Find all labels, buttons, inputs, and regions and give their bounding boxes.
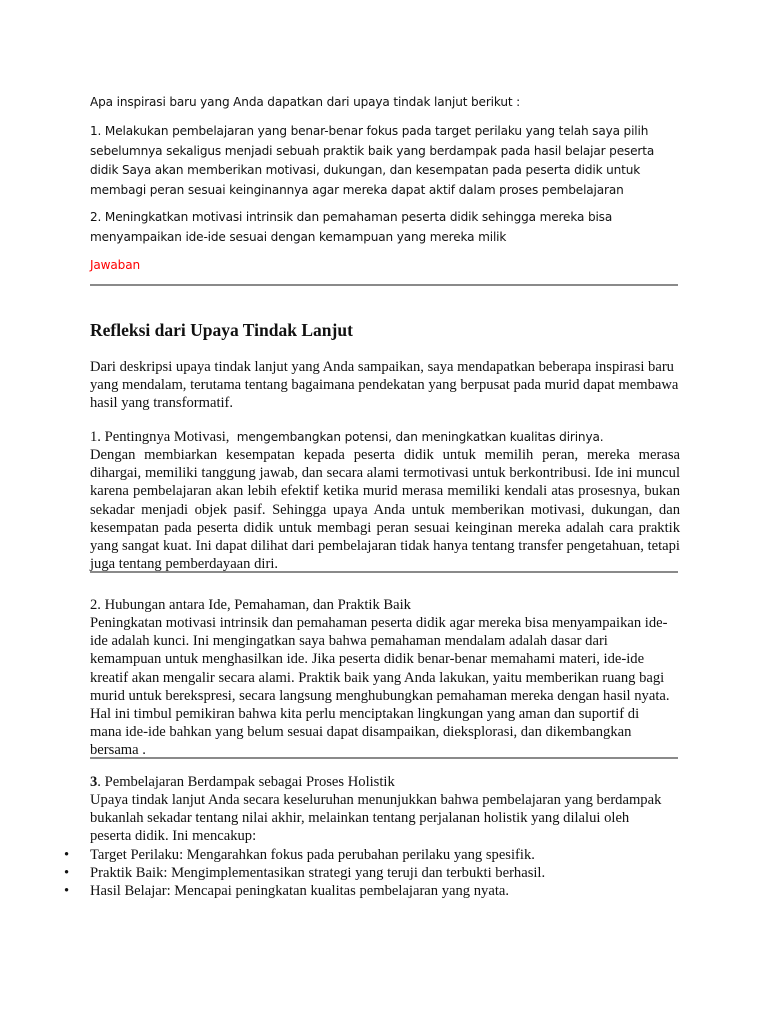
section-1-heading — [90, 428, 680, 446]
list-item: • Praktik Baik: Mengimplementasikan strategi yang teruji dan terbukti berhasil. — [64, 865, 546, 882]
section-1-heading-main: 1. Pentingnya Motivasi, — [90, 429, 230, 445]
question-item-2: 2. Meningkatkan motivasi intrinsik dan pemahaman peserta didik sehingga mereka bisa menyampaikan ide-ide sesuai dengan kemampuan yang mereka milik — [90, 210, 613, 244]
section-2-heading: 2. Hubungan antara Ide, Pemahaman, dan Praktik Baik — [90, 597, 411, 613]
bullet-icon: • — [64, 883, 70, 900]
divider — [90, 284, 678, 286]
list-item: • Target Perilaku: Mengarahkan fokus pada perubahan perilaku yang spesifik. — [64, 847, 535, 863]
answer-title: Refleksi dari Upaya Tindak Lanjut — [90, 320, 353, 340]
section-3-bullets — [64, 846, 680, 901]
question-prompt: Apa inspirasi baru yang Anda dapatkan dari upaya tindak lanjut berikut : — [90, 95, 521, 109]
section-3-number: 3 — [90, 774, 98, 790]
divider — [90, 571, 678, 573]
section-3-heading — [90, 773, 680, 791]
bullet-icon: • — [64, 847, 70, 863]
section-3-body: Upaya tindak lanjut Anda secara keseluruhan menunjukkan bahwa pembelajaran yang berdampak bukanlah sekadar tentang nilai akhir, melainkan tentang perjalanan holistik yang dilalui oleh peserta didik. Ini mencakup: — [90, 792, 662, 845]
question-item-1: 1. Melakukan pembelajaran yang benar-benar fokus pada target perilaku yang telah saya pilih sebelumnya sekaligus menjadi sebuah praktik baik yang berdampak pada hasil belajar peserta didik Saya akan memberikan motivasi, dukungan, dan kesempatan pada peserta didik untuk membagi peran sesuai keinginannya agar mereka dapat aktif dalam proses pembelajaran — [90, 124, 655, 197]
section-1-heading-extra: mengembangkan potensi, dan meningkatkan kualitas dirinya. — [236, 430, 604, 444]
section-1-body: Dengan membiarkan kesempatan kepada peserta didik untuk memilih peran, mereka merasa dihargai, memiliki tanggung jawab, dan secara alami termotivasi untuk berkontribusi. Ide ini muncul karena pembelajaran akan lebih efektif ketika murid merasa memiliki kendali atas prosesnya, bukan sekadar menjadi objek pasif. Sehingga upaya Anda untuk memberikan motivasi, dukungan, dan kesempatan pada peserta didik untuk membagi peran sesuai keinginan mereka adalah cara praktik yang sangat kuat. Ini dapat dilihat dari pembelajaran tidak hanya tentang transfer pengetahuan, tetapi juga tentang pemberdayaan diri. — [90, 447, 680, 573]
answer-label: Jawaban — [90, 258, 140, 272]
divider — [90, 757, 678, 759]
answer-intro: Dari deskripsi upaya tindak lanjut yang Anda sampaikan, saya mendapatkan beberapa inspirasi baru yang mendalam, terutama tentang bagaimana pendekatan yang berpusat pada murid dapat membawa hasil yang transformatif. — [90, 359, 679, 412]
section-3-heading-text: . Pembelajaran Berdampak sebagai Proses Holistik — [97, 774, 395, 790]
list-item: • Hasil Belajar: Mencapai peningkatan kualitas pembelajaran yang nyata. — [64, 883, 510, 900]
section-2-body: Peningkatan motivasi intrinsik dan pemahaman peserta didik agar mereka bisa menyampaikan ide-ide adalah kunci. Ini mengingatkan saya bahwa pemahaman mendalam adalah dasar dari kemampuan untuk menghasilkan ide. Jika peserta didik benar-benar memahami materi, ide-ide kreatif akan mengalir secara alami. Praktik baik yang Anda lakukan, yaitu memberikan ruang bagi murid untuk berekspresi, secara langsung menghubungkan pemahaman mereka dengan hasil nyata. Hal ini timbul pemikiran bahwa kita perlu menciptakan lingkungan yang aman dan suportif di mana ide-ide bahkan yang belum sesuai dapat disampaikan, dieksplorasi, dan dikembangkan bersama . — [90, 615, 670, 759]
bullet-icon: • — [64, 865, 70, 882]
